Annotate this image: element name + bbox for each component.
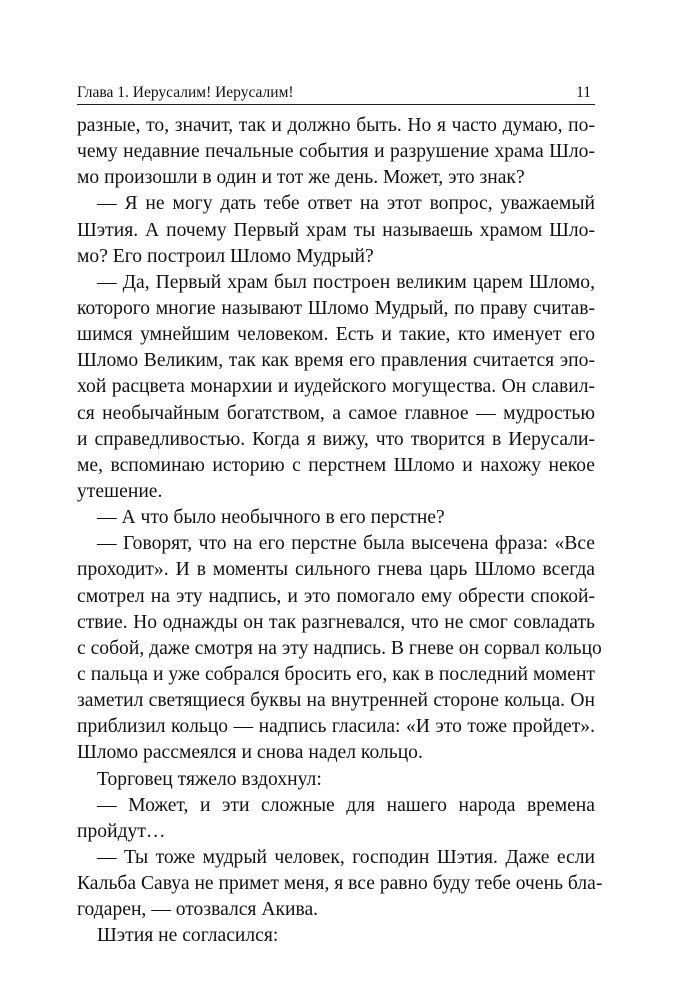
text-line: — Говорят, что на его перстне была высечена фраза: «Все (97, 533, 595, 555)
text-line: ме, вспоминаю историю с перстнем Шломо и нахожу некое (77, 454, 595, 476)
text-line: годарен, — отозвался Акива. (77, 899, 319, 921)
text-line: Торговец тяжело вздохнул: (97, 768, 322, 790)
body-text (77, 113, 603, 950)
text-line: Шэтия. А почему Первый храм ты называешь храмом Шло- (77, 219, 595, 241)
text-line: мо? Его построил Шломо Мудрый? (77, 245, 374, 267)
text-line: — Ты тоже мудрый человек, господин Шэтия. Даже если (97, 846, 595, 868)
text-line: Шломо рассмеялся и снова надел кольцо. (77, 742, 423, 764)
text-line: — Да, Первый храм был построен великим царем Шломо, (97, 271, 595, 293)
text-line: утешение. (77, 480, 163, 502)
text-line: — А что было необычного в его перстне? (97, 507, 445, 529)
text-line: с собой, даже смотря на эту надпись. В гневе он сорвал кольцо (77, 637, 602, 659)
text-line: чему недавние печальные события и разрушение храма Шло- (77, 141, 595, 163)
text-line: разные, то, значит, так и должно быть. Но я часто думаю, по- (77, 115, 595, 136)
text-line: Шломо Великим, так как время его правления считается эпо- (77, 350, 595, 372)
text-line: с пальца и уже собрался бросить его, как в последний момент (77, 663, 595, 685)
text-line: хой расцвета монархии и иудейского могущества. Он славил- (77, 376, 595, 398)
text-line: мо произошли в один и тот же день. Может, это знак? (77, 167, 525, 189)
text-line: Кальба Савуа не примет меня, я все равно буду тебе очень бла- (77, 873, 603, 895)
page-number: 11 (576, 84, 591, 101)
text-line: и справедливостью. Когда я вижу, что творится в Иерусали- (77, 428, 595, 450)
running-header (77, 82, 595, 104)
text-line: ствие. Но однажды он так разгневался, что не смог совладать (77, 611, 595, 633)
text-line: шимся умнейшим человеком. Есть и такие, кто именует его (77, 324, 595, 346)
text-line: — Может, и эти сложные для нашего народа времена (97, 794, 595, 816)
header-rule (77, 104, 595, 105)
text-line: ся необычайным богатством, а самое главное — мудростью (77, 402, 595, 424)
text-line: заметил светящиеся буквы на внутренней стороне кольца. Он (77, 690, 595, 712)
text-line: — Я не могу дать тебе ответ на этот вопрос, уважаемый (97, 193, 595, 215)
text-line: проходит». И в моменты сильного гнева царь Шломо всегда (77, 559, 595, 581)
text-line: приблизил кольцо — надпись гласила: «И это тоже пройдет». (77, 716, 595, 738)
text-line: которого многие называют Шломо Мудрый, по праву считав- (77, 297, 595, 319)
running-title: Глава 1. Иерусалим! Иерусалим! (77, 84, 294, 101)
text-line: Шэтия не согласился: (97, 925, 279, 947)
text-line: смотрел на эту надпись, и это помогало ему обрести спокой- (77, 585, 595, 607)
text-line: пройдут… (77, 820, 166, 842)
